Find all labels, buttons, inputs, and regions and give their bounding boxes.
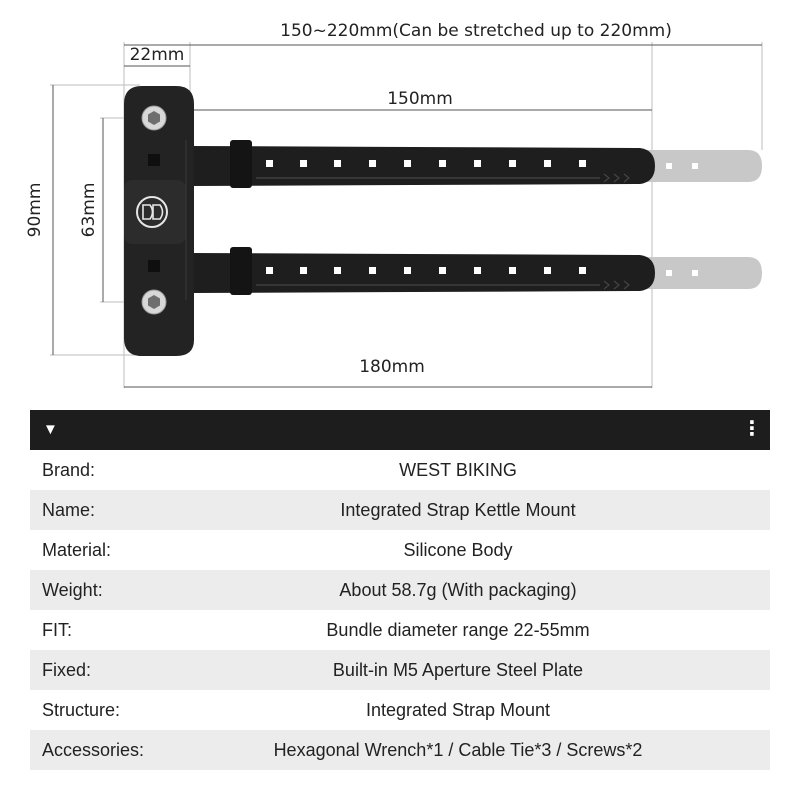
spec-value: Bundle diameter range 22-55mm — [326, 619, 590, 640]
spec-value: WEST BIKING — [399, 459, 517, 480]
spec-row-accessories — [30, 730, 770, 770]
spec-row-material — [30, 530, 770, 570]
spec-table — [30, 410, 770, 770]
screw-icon — [142, 106, 166, 130]
spec-value: Silicone Body — [403, 539, 513, 560]
stretched-strap-extension — [640, 150, 762, 289]
strap-length-label: 150mm — [387, 89, 453, 109]
strap-top — [190, 140, 655, 188]
spec-value: Built-in M5 Aperture Steel Plate — [332, 659, 584, 680]
spec-value: Integrated Strap Mount — [365, 699, 551, 720]
spec-row-name — [30, 490, 770, 530]
spec-row-fit — [30, 610, 770, 650]
spec-value: Hexagonal Wrench*1 / Cable Tie*3 / Screws*2 — [273, 739, 643, 760]
spec-value: Integrated Strap Kettle Mount — [340, 499, 576, 520]
screw-icon — [142, 290, 166, 314]
spec-row-brand — [30, 450, 770, 490]
spec-label: Brand: — [42, 459, 96, 480]
total-height-label: 90mm — [25, 182, 45, 238]
spec-label: Structure: — [42, 699, 121, 720]
spec-label: Material: — [42, 539, 112, 560]
spec-label: Fixed: — [42, 659, 92, 680]
kebab-menu-icon[interactable]: ⋮ — [742, 418, 762, 440]
triangle-down-icon[interactable]: ▼ — [43, 421, 58, 438]
spec-row-fixed — [30, 650, 770, 690]
spec-label: Name: — [42, 499, 96, 520]
spec-row-weight — [30, 570, 770, 610]
hole-spacing-label: 63mm — [79, 182, 99, 238]
overall-length-label: 150~220mm(Can be stretched up to 220mm) — [280, 21, 672, 41]
strap-bottom — [190, 247, 655, 295]
spec-label: Accessories: — [42, 739, 145, 760]
spec-value: About 58.7g (With packaging) — [339, 579, 577, 600]
spec-table-header — [30, 410, 770, 450]
spec-label: Weight: — [42, 579, 103, 600]
spec-label: FIT: — [42, 619, 72, 640]
plate-width-label: 22mm — [129, 45, 185, 65]
spec-row-structure — [30, 690, 770, 730]
total-length-label: 180mm — [359, 357, 425, 377]
